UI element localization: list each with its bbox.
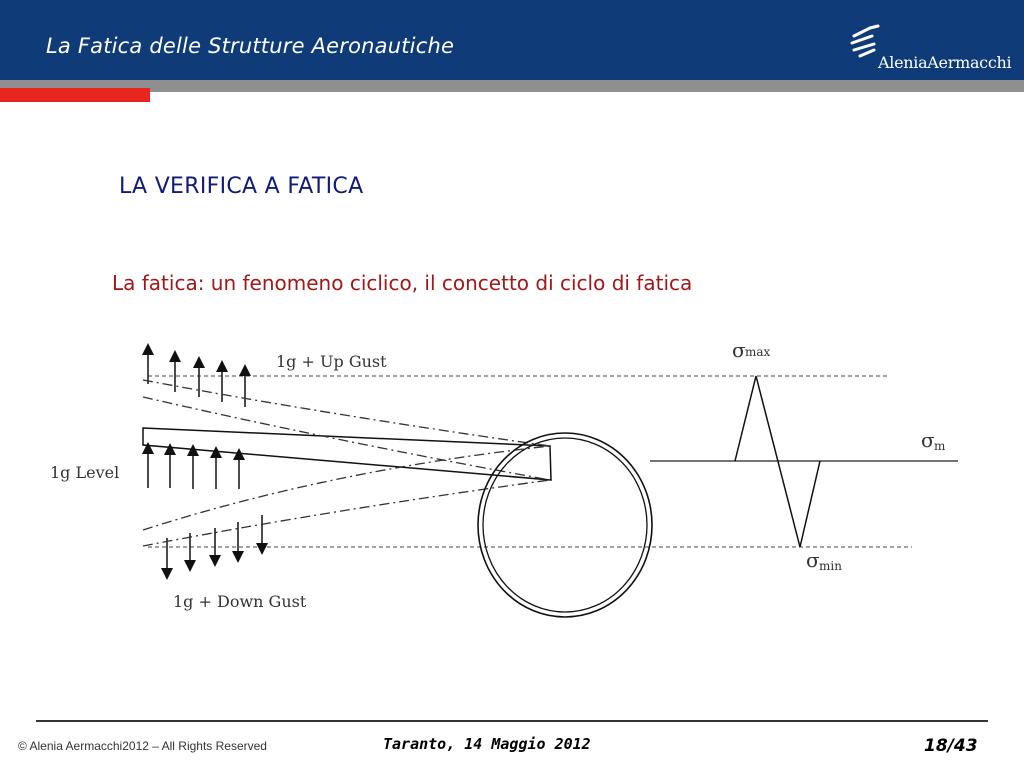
down-gust-label: 1g + Down Gust (173, 592, 307, 611)
slide-title: LA VERIFICA A FATICA (119, 174, 364, 199)
sigma-mean-label (921, 428, 946, 453)
footer-date: Taranto, 14 Maggio 2012 (383, 735, 591, 753)
fatigue-cycle-diagram (0, 330, 1024, 630)
sigma-max-subscript: max (745, 345, 771, 359)
sigma-min-label (806, 548, 842, 573)
down-gust-arrows (167, 515, 262, 574)
header-bar (0, 0, 1024, 80)
company-logo (848, 20, 1018, 76)
level-arrows (148, 448, 239, 489)
header-grey-band (0, 80, 1024, 92)
footer-copyright: © Alenia Aermacchi2012 – All Rights Reserved (18, 739, 267, 753)
sigma-min-subscript: min (819, 559, 842, 573)
sigma-symbol: σ (921, 428, 935, 452)
up-gust-arrows (148, 349, 245, 407)
slide-subtitle: La fatica: un fenomeno ciclico, il concetto di ciclo di fatica (112, 271, 693, 295)
level-label: 1g Level (50, 463, 120, 482)
wing-level (143, 428, 551, 480)
sigma-symbol: σ (806, 548, 820, 572)
logo-text: AleniaAermacchi (878, 53, 1012, 72)
wing-down-gust (143, 446, 550, 546)
fuselage-section (478, 433, 652, 617)
sigma-mean-subscript: m (934, 439, 946, 453)
sigma-symbol: σ (732, 338, 746, 362)
header-red-accent (0, 88, 150, 102)
page-number: 18/43 (924, 736, 978, 756)
footer-divider (36, 720, 988, 722)
presentation-title: La Fatica delle Strutture Aeronautiche (46, 34, 455, 58)
up-gust-label: 1g + Up Gust (276, 352, 387, 371)
sigma-max-label (732, 338, 771, 362)
